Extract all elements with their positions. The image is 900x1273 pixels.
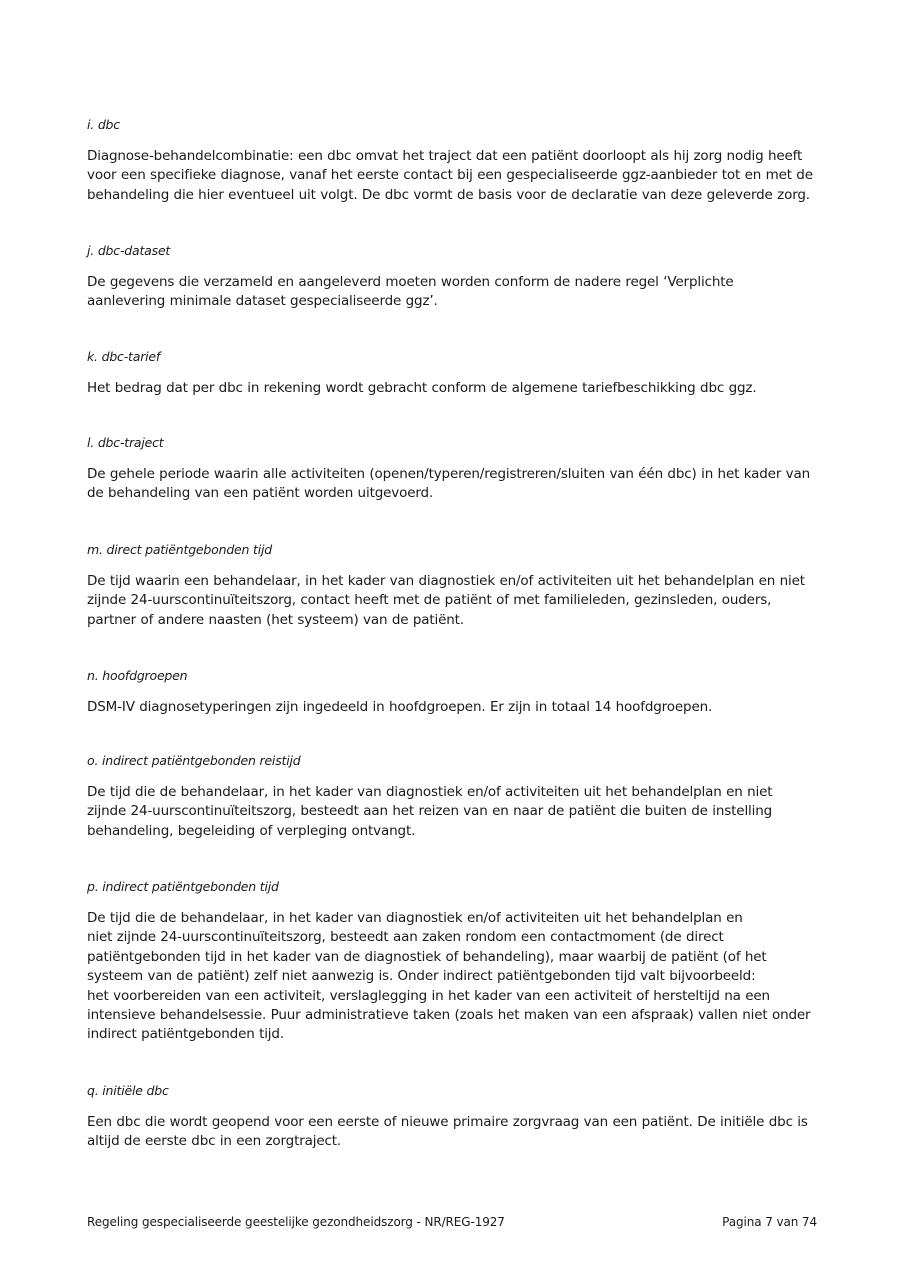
definition-dbc-dataset [87,243,817,312]
definition-body [87,147,817,205]
text-line: DSM-IV diagnosetyperingen zijn ingedeeld in hoofdgroepen. Er zijn in totaal 14 hoofdgroepen. [87,699,713,715]
text-line: voor een specifieke diagnose, vanaf het eerste contact bij een gespecialiseerde ggz-aanbieder tot en met de [87,167,813,184]
text-line: De gegevens die verzameld en aangeleverd moeten worden conform de nadere regel ‘Verplichte [87,274,734,290]
text-line: partner of andere naasten (het systeem) van de patiënt. [87,611,464,628]
text-line: het voorbereiden van een activiteit, verslaglegging in het kader van een activiteit of hersteltijd na een [87,987,770,1004]
text-line: intensieve behandelsessie. Puur administratieve taken (zoals het maken van een afspraak) vallen niet onder [87,1007,811,1024]
text-line: Diagnose-behandelcombinatie: een dbc omvat het traject dat een patiënt doorloopt als hij zorg nodig heeft [87,148,803,164]
definition-body [87,909,817,1045]
text-line: De tijd die de behandelaar, in het kader van diagnostiek en/of activiteiten uit het behandelplan en [87,910,743,926]
definition-body [87,273,817,312]
definition-heading: q. initiële dbc [87,1083,169,1098]
definition-body [87,379,817,398]
text-line: behandeling, begeleiding of verpleging ontvangt. [87,822,416,839]
text-line: zijnde 24-uurscontinuïteitszorg, contact heeft met de patiënt of met familieleden, gezinsleden, ouders, [87,592,772,609]
text-line: patiëntgebonden tijd in het kader van de diagnostiek of behandeling), maar waarbij de patiënt (of het [87,948,767,965]
text-line: De tijd waarin een behandelaar, in het kader van diagnostiek en/of activiteiten uit het behandelplan en niet [87,573,805,589]
text-line: altijd de eerste dbc in een zorgtraject. [87,1133,342,1150]
definition-heading: p. indirect patiëntgebonden tijd [87,879,279,894]
definition-heading: l. dbc-traject [87,435,164,450]
text-line: aanlevering minimale dataset gespecialiseerde ggz’. [87,293,438,310]
text-line: niet zijnde 24-uurscontinuïteitszorg, besteedt aan zaken rondom een contactmoment (de direct [87,929,724,946]
definition-dbc-tarief [87,349,817,398]
definition-heading: o. indirect patiëntgebonden reistijd [87,753,301,768]
text-line: De tijd die de behandelaar, in het kader van diagnostiek en/of activiteiten uit het behandelplan en niet [87,784,773,800]
definition-heading: k. dbc-tarief [87,349,161,364]
definition-body [87,1113,817,1152]
definition-indirect-patientgebonden-tijd [87,879,817,1045]
text-line: de behandeling van een patiënt worden uitgevoerd. [87,485,434,502]
definition-direct-patientgebonden-tijd [87,542,817,630]
definition-heading: n. hoofdgroepen [87,668,188,683]
definition-dbc [87,117,817,205]
definition-indirect-patientgebonden-reistijd [87,753,817,841]
text-line: indirect patiëntgebonden tijd. [87,1026,284,1043]
text-line: systeem van de patiënt) zelf niet aanwezig is. Onder indirect patiëntgebonden tijd valt bijvoorbeeld: [87,968,756,985]
definition-body [87,698,817,717]
footer-document-title: Regeling gespecialiseerde geestelijke gezondheidszorg - NR/REG-1927 [87,1215,505,1229]
definition-heading: j. dbc-dataset [87,243,171,258]
definition-heading: i. dbc [87,117,120,132]
footer-page-number: Pagina 7 van 74 [722,1215,817,1229]
definition-body [87,783,817,841]
definition-dbc-traject [87,435,817,504]
text-line: Een dbc die wordt geopend voor een eerste of nieuwe primaire zorgvraag van een patiënt. De initiële dbc is [87,1114,808,1130]
definition-heading: m. direct patiëntgebonden tijd [87,542,273,557]
definition-hoofdgroepen [87,668,817,717]
definition-body [87,572,817,630]
text-line: behandeling die hier eventueel uit volgt. De dbc vormt de basis voor de declaratie van deze geleverde zorg. [87,186,810,203]
definition-body [87,465,817,504]
text-line: De gehele periode waarin alle activiteiten (openen/typeren/registreren/sluiten van één dbc) in het kader van [87,466,811,482]
text-line: Het bedrag dat per dbc in rekening wordt gebracht conform de algemene tariefbeschikking dbc ggz. [87,380,757,396]
text-line: zijnde 24-uurscontinuïteitszorg, besteedt aan het reizen van en naar de patiënt die buiten de instelling [87,803,773,820]
definition-initiele-dbc [87,1083,817,1152]
